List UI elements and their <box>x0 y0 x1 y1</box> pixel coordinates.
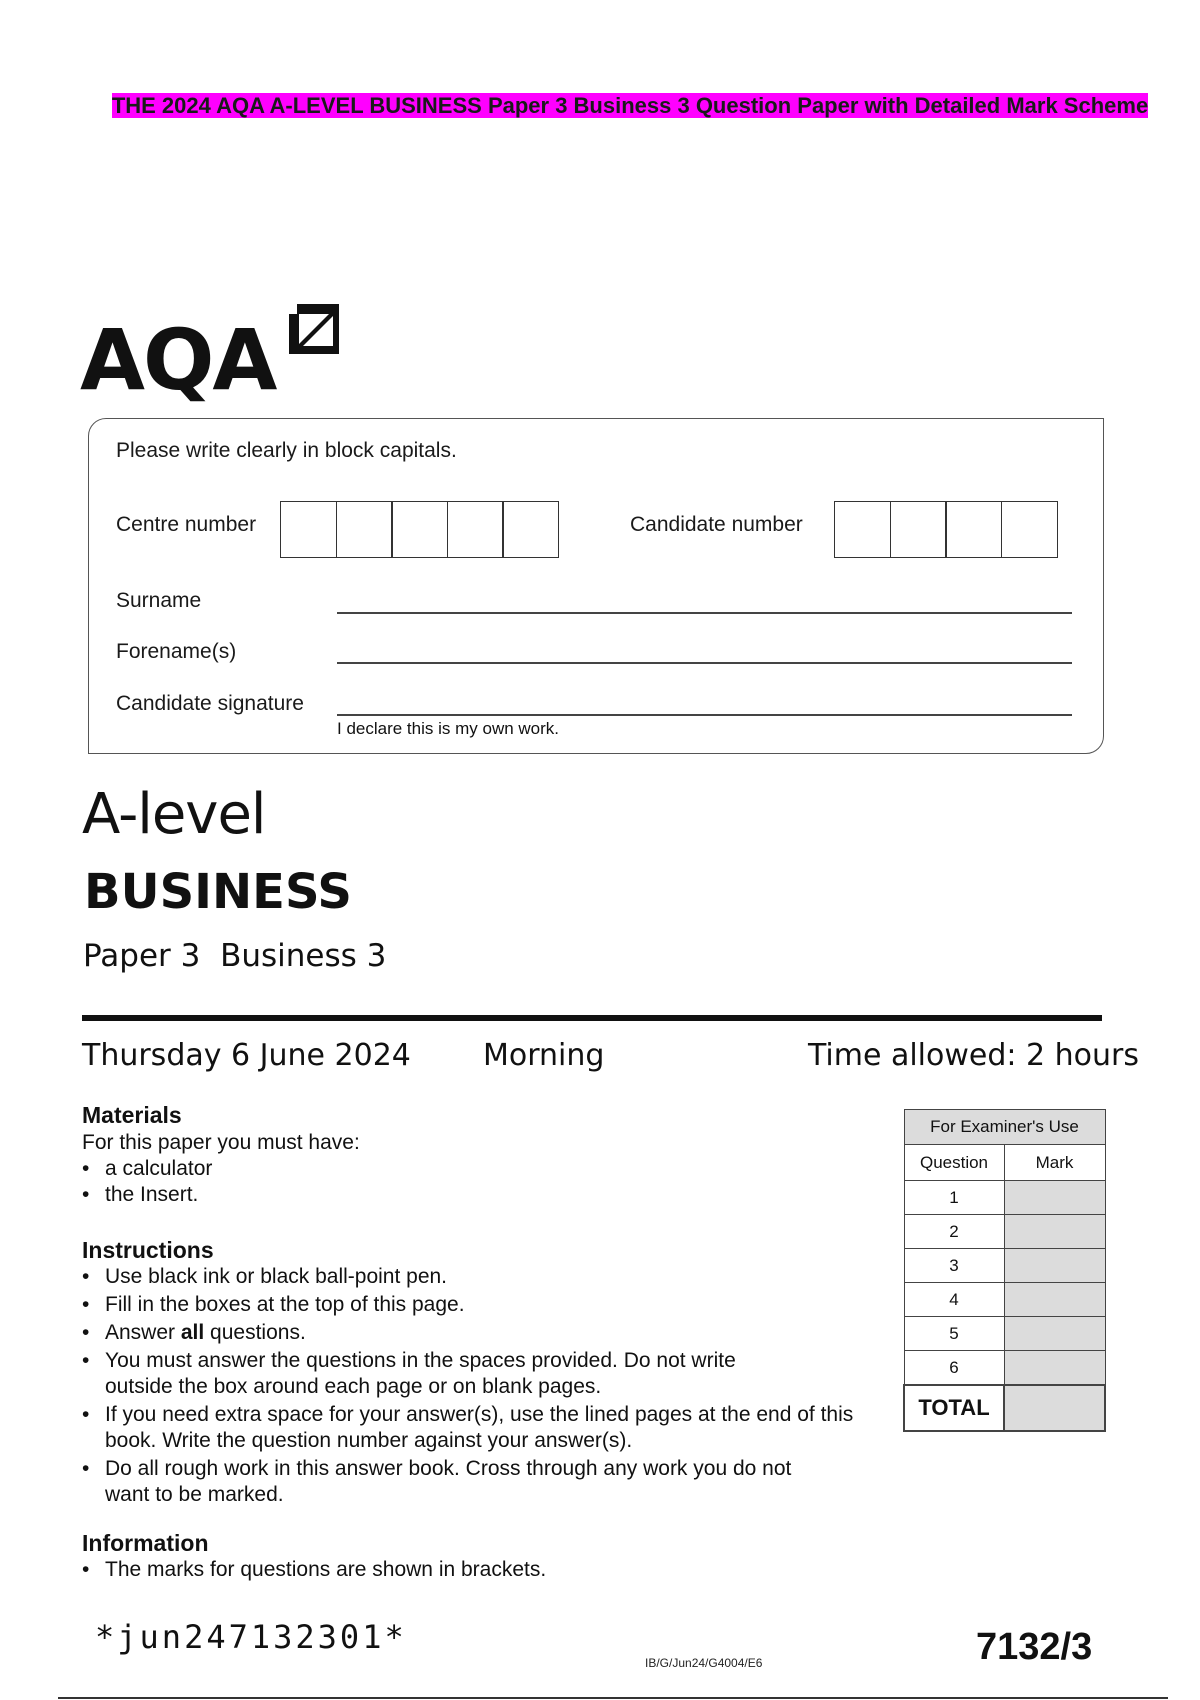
list-item: • The marks for questions are shown in brackets. <box>82 1557 862 1583</box>
total-label: TOTAL <box>904 1385 1004 1431</box>
candidate-number-digit[interactable] <box>834 501 891 558</box>
candidate-details-box <box>88 418 1104 754</box>
mark-column-header: Mark <box>1004 1145 1105 1181</box>
centre-number-digit[interactable] <box>336 501 393 558</box>
surname-label: Surname <box>116 589 202 612</box>
examiner-table-title: For Examiner's Use <box>904 1110 1105 1145</box>
title-divider <box>82 1015 1102 1021</box>
list-item: • Fill in the boxes at the top of this page. <box>82 1292 862 1318</box>
table-row <box>904 1283 1105 1317</box>
materials-list <box>82 1156 862 1208</box>
centre-number-boxes <box>280 501 559 558</box>
question-number: 2 <box>904 1215 1004 1249</box>
document-reference: IB/G/Jun24/G4004/E6 <box>645 1656 763 1670</box>
question-column-header: Question <box>904 1145 1004 1181</box>
total-mark-cell[interactable] <box>1004 1385 1105 1431</box>
paper-title-text: Paper 3 Business 3 <box>83 938 387 974</box>
declaration-text: I declare this is my own work. <box>337 719 560 738</box>
information-heading: Information <box>82 1530 209 1556</box>
barcode-text: *jun247132301* <box>95 1618 407 1656</box>
mark-cell[interactable] <box>1004 1181 1105 1215</box>
candidate-number-label: Candidate number <box>630 513 803 536</box>
time-allowed: Time allowed: 2 hours <box>808 1038 1140 1073</box>
information-list <box>82 1557 862 1583</box>
centre-number-digit[interactable] <box>391 501 448 558</box>
mark-cell[interactable] <box>1004 1283 1105 1317</box>
footer-divider <box>58 1697 1168 1699</box>
question-number: 3 <box>904 1249 1004 1283</box>
materials-heading: Materials <box>82 1102 182 1128</box>
materials-section <box>82 1102 862 1208</box>
candidate-number-digit[interactable] <box>890 501 947 558</box>
question-number: 4 <box>904 1283 1004 1317</box>
instructions-heading: Instructions <box>82 1237 214 1263</box>
centre-number-label: Centre number <box>116 513 257 536</box>
table-row <box>904 1249 1105 1283</box>
question-number: 6 <box>904 1351 1004 1386</box>
list-item: • a calculator <box>82 1156 862 1182</box>
qualification-level: A-level <box>82 782 266 847</box>
centre-number-digit[interactable] <box>447 501 504 558</box>
mark-cell[interactable] <box>1004 1249 1105 1283</box>
surname-line[interactable] <box>337 612 1072 614</box>
candidate-number-boxes <box>834 501 1058 558</box>
mark-cell[interactable] <box>1004 1351 1105 1386</box>
list-item <box>82 1320 862 1346</box>
table-row <box>904 1181 1105 1215</box>
forenames-line[interactable] <box>337 662 1072 664</box>
mark-cell[interactable] <box>1004 1215 1105 1249</box>
list-item: • Use black ink or black ball-point pen. <box>82 1264 862 1290</box>
centre-number-digit[interactable] <box>280 501 337 558</box>
candidate-number-digit[interactable] <box>945 501 1002 558</box>
banner-title: THE 2024 AQA A-LEVEL BUSINESS Paper 3 Business 3 Question Paper with Detailed Mark Scheme <box>111 93 1149 118</box>
exam-session: Morning <box>483 1038 605 1073</box>
question-number: 5 <box>904 1317 1004 1351</box>
list-item: • If you need extra space for your answer(s), use the lined pages at the end of this book. Write the question number against your answer(s). <box>82 1402 875 1454</box>
exam-date: Thursday 6 June 2024 <box>82 1038 411 1073</box>
total-row <box>904 1385 1105 1431</box>
table-row <box>904 1215 1105 1249</box>
logo-text: AQA <box>80 311 276 409</box>
mark-cell[interactable] <box>1004 1317 1105 1351</box>
paper-code: 7132/3 <box>976 1626 1093 1668</box>
signature-label: Candidate signature <box>116 692 304 715</box>
table-row <box>904 1317 1105 1351</box>
block-capitals-instruction: Please write clearly in block capitals. <box>116 439 457 462</box>
forenames-label: Forename(s) <box>116 640 237 663</box>
subject-title: BUSINESS <box>84 864 352 920</box>
signature-line[interactable] <box>337 714 1072 716</box>
information-section <box>82 1530 862 1583</box>
list-item: • You must answer the questions in the spaces provided. Do not write outside the box around each page or on blank pages. <box>82 1348 795 1400</box>
instructions-list <box>82 1264 862 1508</box>
centre-number-digit[interactable] <box>502 501 559 558</box>
list-item: • the Insert. <box>82 1182 862 1208</box>
list-item: • Do all rough work in this answer book. Cross through any work you do not want to be marked. <box>82 1456 795 1508</box>
table-row <box>904 1351 1105 1386</box>
document-banner <box>100 92 1160 120</box>
materials-intro: For this paper you must have: <box>82 1131 360 1154</box>
examiner-use-table <box>903 1109 1106 1432</box>
paper-title <box>83 938 386 974</box>
candidate-number-digit[interactable] <box>1001 501 1058 558</box>
logo-mark-icon <box>285 300 343 362</box>
instruction-answer-all: Answer all questions. <box>105 1321 306 1344</box>
question-number: 1 <box>904 1181 1004 1215</box>
instructions-section <box>82 1237 862 1510</box>
aqa-logo <box>80 300 360 410</box>
